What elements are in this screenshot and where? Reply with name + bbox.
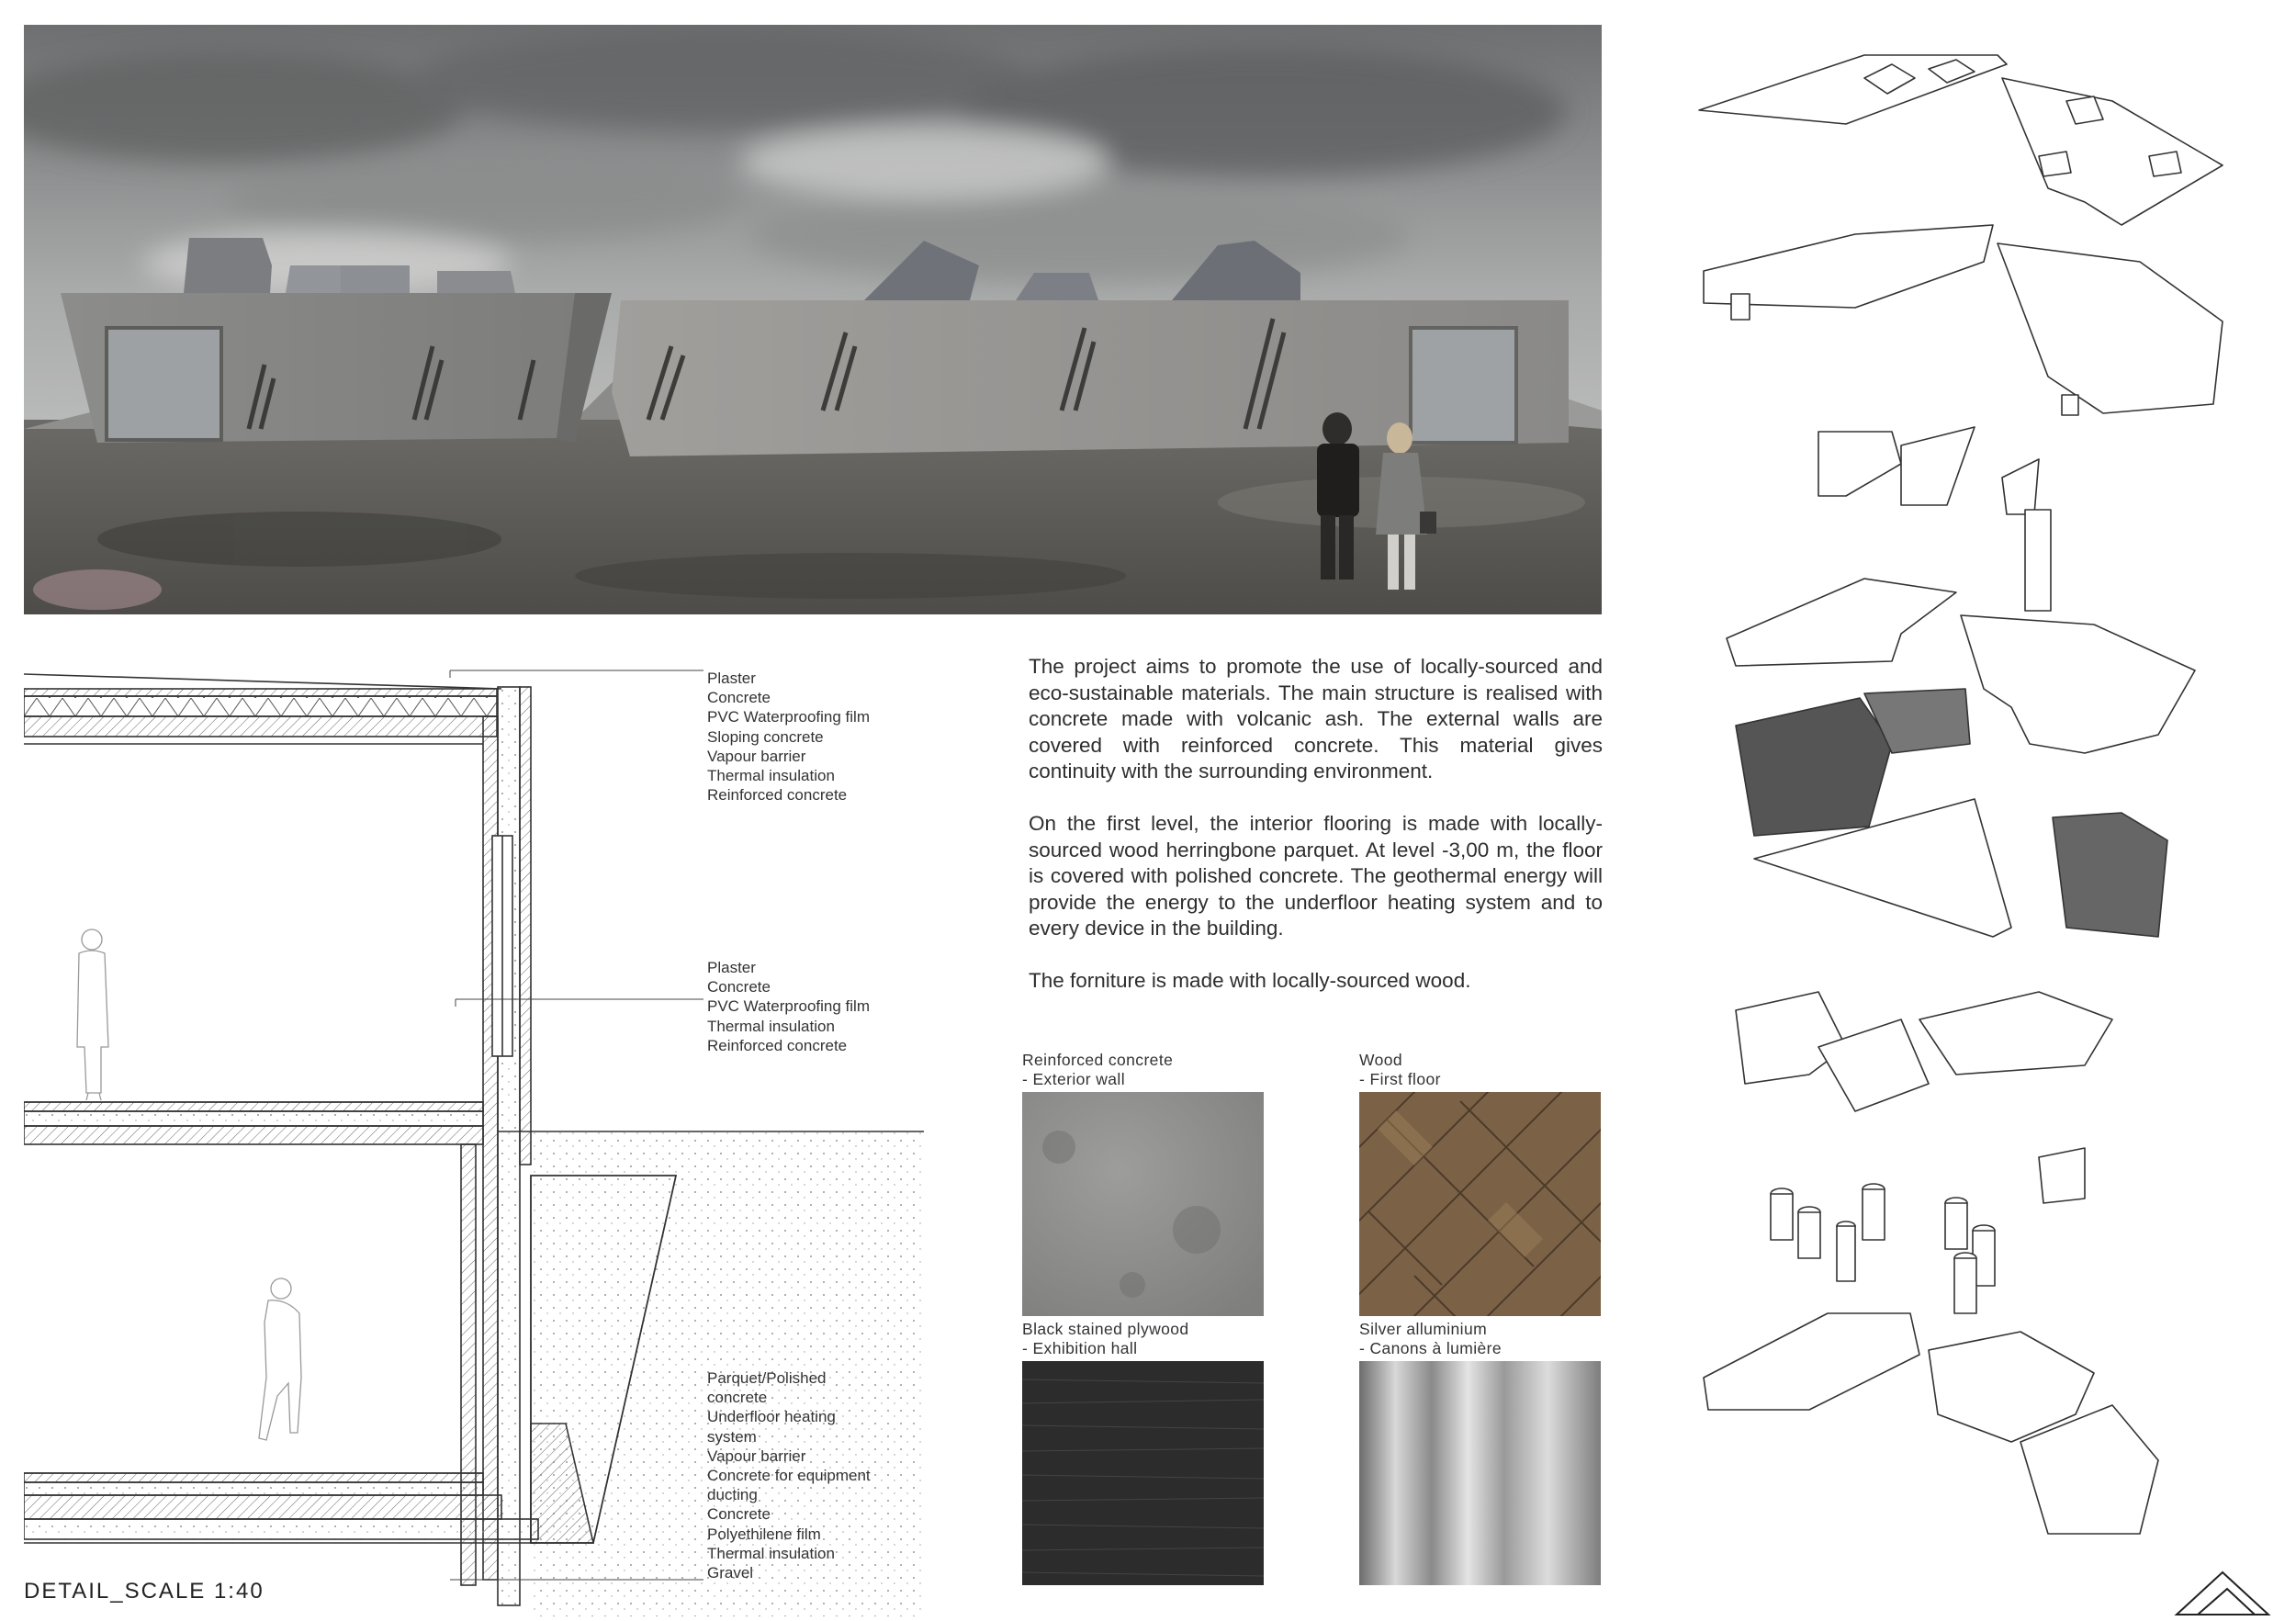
floor-layer-labels: [707, 958, 870, 1055]
roof-label: Sloping concrete: [707, 727, 824, 746]
ground-label: concrete: [707, 1389, 768, 1407]
material-concrete: [1022, 1051, 1264, 1316]
floor-label: Thermal insulation: [707, 1017, 835, 1035]
ground-label: Underfloor heating: [707, 1408, 836, 1426]
material-wood: [1359, 1051, 1601, 1316]
material-use: - Exterior wall: [1022, 1070, 1125, 1088]
roof-label: Vapour barrier: [707, 747, 806, 765]
ground-label: Concrete: [707, 1505, 771, 1524]
roof-label: Concrete: [707, 689, 771, 707]
material-use: - First floor: [1359, 1070, 1441, 1088]
mountain-logo-icon: [2172, 1561, 2273, 1616]
column-group: [1771, 1184, 1995, 1313]
aluminium-swatch: [1359, 1361, 1601, 1585]
ground-label: Thermal insulation: [707, 1544, 835, 1562]
material-name: Black stained plywood: [1022, 1320, 1189, 1338]
roof-layer-labels: [707, 669, 870, 805]
ground-label: system: [707, 1427, 757, 1446]
ground-label: Parquet/Polished: [707, 1369, 827, 1387]
exploded-axonometric: [1681, 28, 2278, 1607]
axonometric-drawing: [1681, 28, 2278, 1607]
ground-layer-labels: [707, 1368, 871, 1582]
project-description: [1029, 654, 1603, 1020]
description-paragraph: On the first level, the interior flooring is made with locally-sourced wood herringbone parquet. At level -3,00 m, the floor is covered with polished concrete. The geothermal energy will provide the energy to the underfloor heating system and to every device in the building.: [1029, 811, 1603, 940]
roof-label: Reinforced concrete: [707, 786, 848, 805]
floor-label: Reinforced concrete: [707, 1036, 848, 1054]
material-aluminium: [1359, 1320, 1601, 1585]
ground-label: Gravel: [707, 1564, 754, 1582]
ground-label: Concrete for equipment: [707, 1467, 871, 1485]
description-paragraph: The project aims to promote the use of locally-sourced and eco-sustainable materials. The main structure is realised with concrete made with volcanic ash. The external walls are covered with reinforced concrete. This material gives continuity with the surrounding environment.: [1029, 655, 1603, 783]
render-illustration: [24, 25, 1602, 614]
concrete-swatch: [1022, 1092, 1264, 1316]
material-use: - Exhibition hall: [1022, 1339, 1138, 1357]
material-name: Reinforced concrete: [1022, 1051, 1174, 1069]
material-name: Wood: [1359, 1051, 1402, 1069]
scale-figures: [77, 929, 301, 1440]
material-name: Silver alluminium: [1359, 1320, 1488, 1338]
floor-label: Plaster: [707, 959, 756, 976]
floor-label: PVC Waterproofing film: [707, 997, 870, 1016]
wood-swatch: [1359, 1092, 1601, 1316]
ground-label: Polyethilene film: [707, 1525, 821, 1543]
roof-label: Plaster: [707, 670, 756, 687]
brand-logo: [2172, 1561, 2273, 1616]
ground-label: ducting: [707, 1486, 758, 1504]
material-use: - Canons à lumière: [1359, 1339, 1503, 1357]
plywood-swatch: [1022, 1361, 1264, 1585]
roof-label: PVC Waterproofing film: [707, 708, 870, 726]
project-render: [24, 25, 1602, 614]
floor-label: Concrete: [707, 978, 771, 996]
scale-label: DETAIL_SCALE 1:40: [24, 1579, 264, 1604]
ground-label: Vapour barrier: [707, 1447, 806, 1465]
material-plywood: [1022, 1320, 1264, 1585]
roof-label: Thermal insulation: [707, 767, 835, 785]
description-paragraph: The forniture is made with locally-sourced wood.: [1029, 968, 1471, 992]
